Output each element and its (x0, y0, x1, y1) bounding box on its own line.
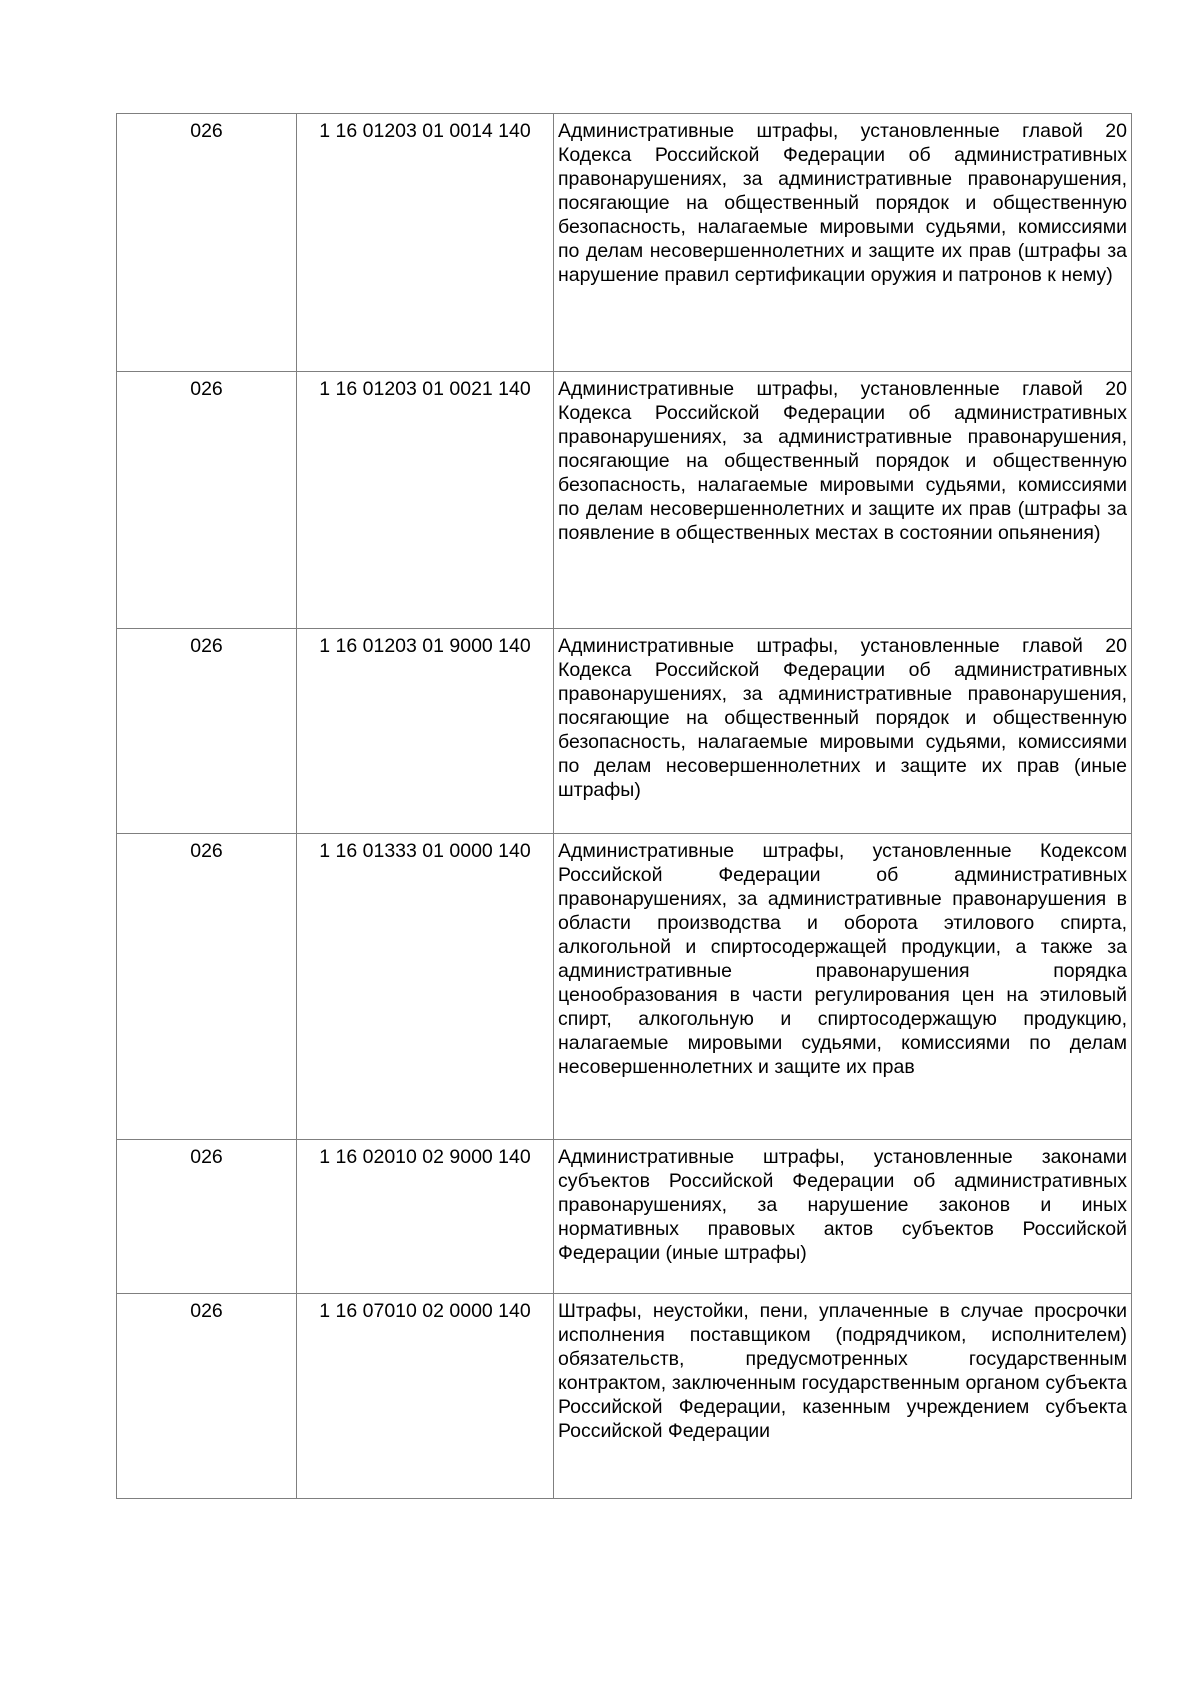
table-row (117, 629, 1132, 834)
kbk-code-cell: 1 16 01333 01 0000 140 (297, 834, 554, 1140)
revenue-codes-table (116, 113, 1132, 1499)
revenue-name-cell: Административные штрафы, установленные главой 20 Кодекса Российской Федерации об административных правонарушениях, за административные правонарушения, посягающие на общественный порядок и общественную безопасность, налагаемые мировыми судьями, комиссиями по делам несовершеннолетних и защите их прав (штрафы за нарушение правил сертификации оружия и патронов к нему) (554, 114, 1132, 372)
table-row (117, 1140, 1132, 1294)
admin-code-cell: 026 (117, 1140, 297, 1294)
admin-code-cell: 026 (117, 372, 297, 629)
kbk-code-cell: 1 16 01203 01 9000 140 (297, 629, 554, 834)
revenue-name-cell: Административные штрафы, установленные главой 20 Кодекса Российской Федерации об административных правонарушениях, за административные правонарушения, посягающие на общественный порядок и общественную безопасность, налагаемые мировыми судьями, комиссиями по делам несовершеннолетних и защите их прав (штрафы за появление в общественных местах в состоянии опьянения) (554, 372, 1132, 629)
table-row (117, 114, 1132, 372)
revenue-name-cell: Административные штрафы, установленные Кодексом Российской Федерации об административных правонарушениях, за административные правонарушения в области производства и оборота этилового спирта, алкогольной и спиртосодержащей продукции, а также за административные правонарушения порядка ценообразования в части регулирования цен на этиловый спирт, алкогольную и спиртосодержащую продукцию, налагаемые мировыми судьями, комиссиями по делам несовершеннолетних и защите их прав (554, 834, 1132, 1140)
admin-code-cell: 026 (117, 1294, 297, 1499)
kbk-code-cell: 1 16 01203 01 0014 140 (297, 114, 554, 372)
kbk-code-cell: 1 16 07010 02 0000 140 (297, 1294, 554, 1499)
kbk-code-cell: 1 16 02010 02 9000 140 (297, 1140, 554, 1294)
admin-code-cell: 026 (117, 114, 297, 372)
revenue-name-cell: Административные штрафы, установленные главой 20 Кодекса Российской Федерации об административных правонарушениях, за административные правонарушения, посягающие на общественный порядок и общественную безопасность, налагаемые мировыми судьями, комиссиями по делам несовершеннолетних и защите их прав (иные штрафы) (554, 629, 1132, 834)
revenue-name-cell: Штрафы, неустойки, пени, уплаченные в случае просрочки исполнения поставщиком (подрядчиком, исполнителем) обязательств, предусмотренных государственным контрактом, заключенным государственным органом субъекта Российской Федерации, казенным учреждением субъекта Российской Федерации (554, 1294, 1132, 1499)
table-row (117, 1294, 1132, 1499)
admin-code-cell: 026 (117, 629, 297, 834)
table-row (117, 372, 1132, 629)
table-row (117, 834, 1132, 1140)
kbk-code-cell: 1 16 01203 01 0021 140 (297, 372, 554, 629)
revenue-name-cell: Административные штрафы, установленные законами субъектов Российской Федерации об административных правонарушениях, за нарушение законов и иных нормативных правовых актов субъектов Российской Федерации (иные штрафы) (554, 1140, 1132, 1294)
admin-code-cell: 026 (117, 834, 297, 1140)
